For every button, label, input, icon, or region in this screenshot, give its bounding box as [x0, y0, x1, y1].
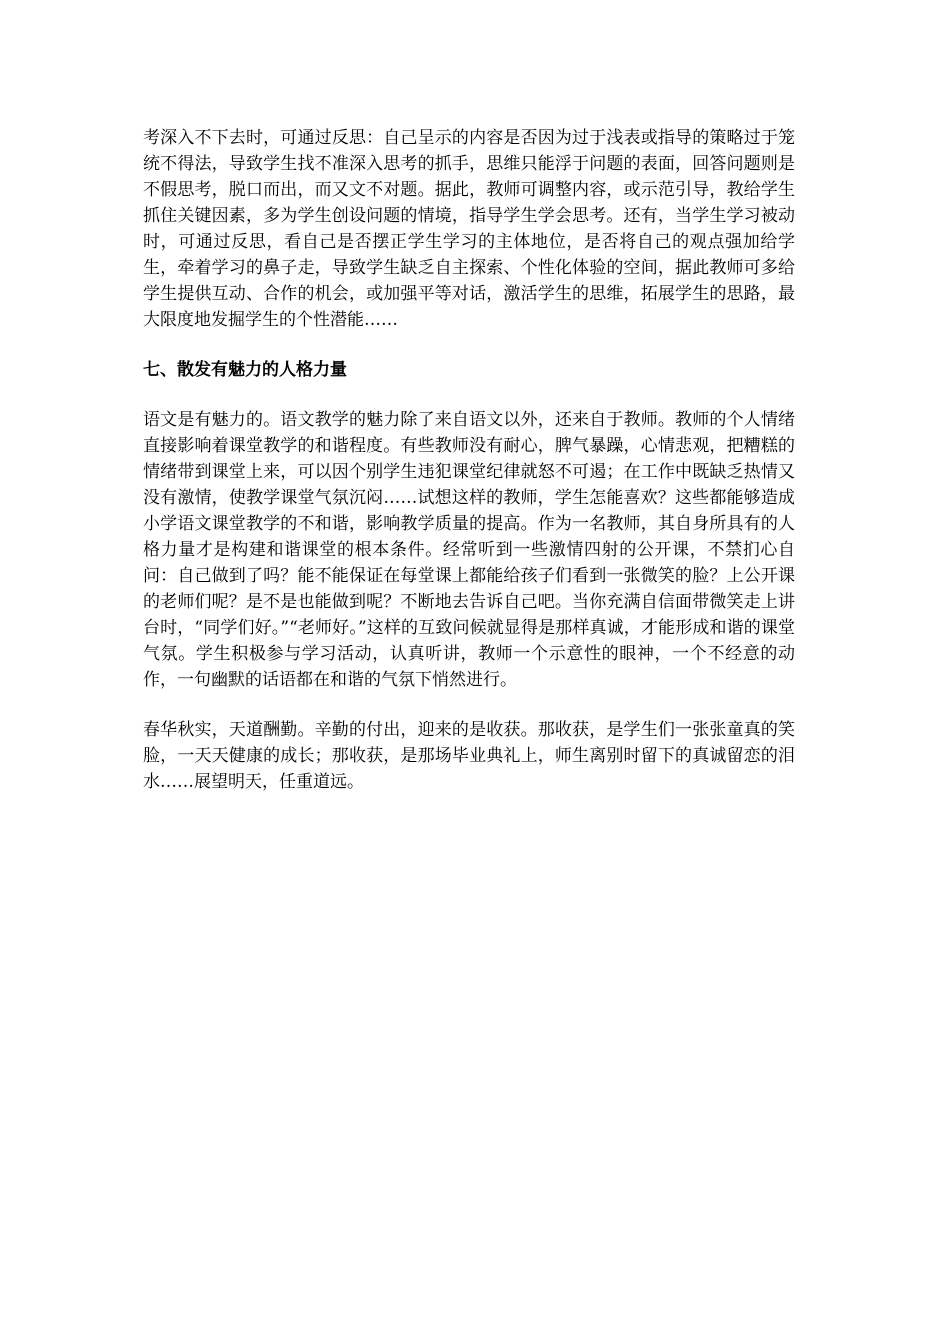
- paragraph-reflection: 考深入不下去时，可通过反思：自己呈示的内容是否因为过于浅表或指导的策略过于笼统不得法，导致学生找不准深入思考的抓手，思维只能浮于问题的表面，回答问题则是不假思考，脱口而出，而又文不对题。据此，教师可调整内容，或示范引导，教给学生抓住关键因素，多为学生创设问题的情境，指导学生学会思考。还有，当学生学习被动时，可通过反思，看自己是否摆正学生学习的主体地位，是否将自己的观点强加给学生，牵着学习的鼻子走，导致学生缺乏自主探索、个性化体验的空间，据此教师可多给学生提供互动、合作的机会，或加强平等对话，激活学生的思维，拓展学生的思路，最大限度地发掘学生的个性潜能……: [143, 128, 795, 330]
- section-heading: 七、散发有魅力的人格力量: [143, 360, 347, 380]
- document-page: [143, 125, 795, 795]
- paragraph-gap: [143, 693, 795, 717]
- paragraph-gap: [143, 383, 795, 407]
- paragraph-conclusion: 春华秋实，天道酬勤。辛勤的付出，迎来的是收获。那收获，是学生们一张张童真的笑脸，一天天健康的成长；那收获，是那场毕业典礼上，师生离别时留下的真诚留恋的泪水……展望明天，任重道远。: [143, 720, 795, 792]
- paragraph-charm: 语文是有魅力的。语文教学的魅力除了来自语文以外，还来自于教师。教师的个人情绪直接影响着课堂教学的和谐程度。有些教师没有耐心，脾气暴躁，心情悲观，把糟糕的情绪带到课堂上来，可以因个别学生违犯课堂纪律就怒不可遏；在工作中既缺乏热情又没有激情，使教学课堂气氛沉闷……试想这样的教师，学生怎能喜欢？这些都能够造成小学语文课堂教学的不和谐，影响教学质量的提高。作为一名教师，其自身所具有的人格力量才是构建和谐课堂的根本条件。经常听到一些激情四射的公开课，不禁扪心自问：自己做到了吗？能不能保证在每堂课上都能给孩子们看到一张微笑的脸？上公开课的老师们呢？是不是也能做到呢？不断地去告诉自己吧。当你充满自信面带微笑走上讲台时，“同学们好。”“老师好。”这样的互致问候就显得是那样真诚，才能形成和谐的课堂气氛。学生积极参与学习活动，认真听讲，教师一个示意性的眼神，一个不经意的动作，一句幽默的话语都在和谐的气氛下悄然进行。: [143, 410, 795, 690]
- paragraph-gap: [143, 333, 795, 357]
